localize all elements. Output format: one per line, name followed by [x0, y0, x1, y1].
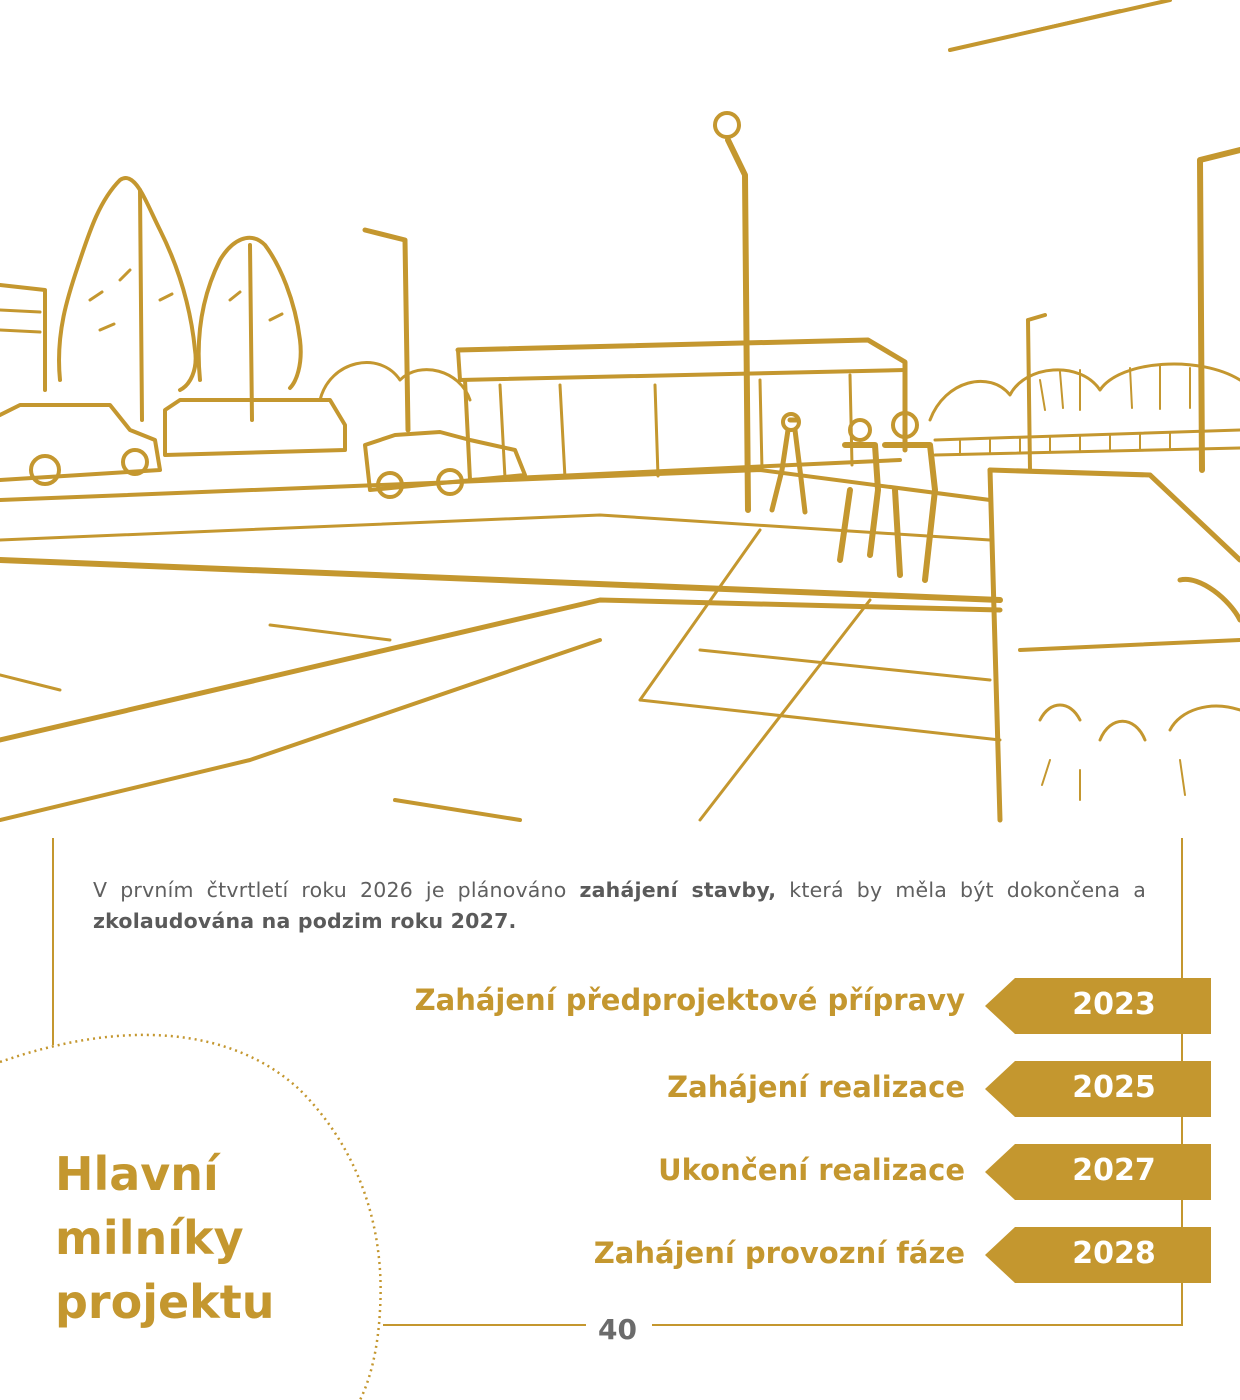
intro-text-1: V prvním čtvrtletí roku 2026 je plánováno	[93, 878, 580, 902]
intro-paragraph	[93, 875, 1146, 937]
milestone-label: Ukončení realizace	[658, 1153, 965, 1187]
milestone-label: Zahájení předprojektové přípravy	[414, 983, 965, 1017]
milestone-year: 2023	[1072, 987, 1156, 1022]
milestone-label: Zahájení realizace	[667, 1070, 965, 1104]
section-title	[55, 1142, 275, 1334]
section-title-line-3: projektu	[55, 1275, 275, 1329]
section-title-line-1: Hlavní	[55, 1147, 219, 1201]
milestone-year: 2025	[1072, 1070, 1156, 1105]
intro-bold-approval-date: zkolaudována na podzim roku 2027.	[93, 909, 517, 933]
page-number: 40	[598, 1313, 637, 1346]
milestone-year: 2028	[1072, 1236, 1156, 1271]
milestone-label: Zahájení provozní fáze	[593, 1236, 965, 1270]
intro-bold-construction-start: zahájení stavby,	[579, 878, 777, 902]
intro-text-2: která by měla být dokončena a	[776, 878, 1147, 902]
milestone-year: 2027	[1072, 1153, 1156, 1188]
section-title-line-2: milníky	[55, 1211, 244, 1265]
